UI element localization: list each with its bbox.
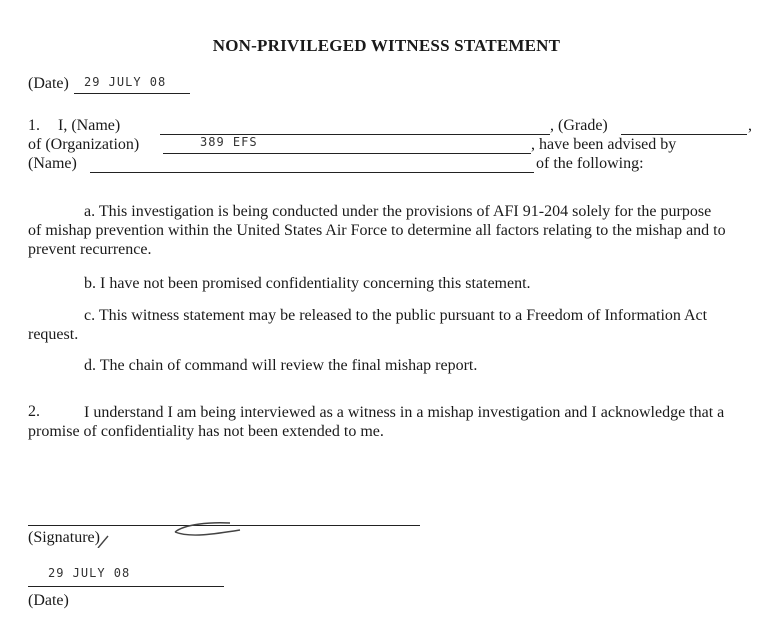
organization-label: of (Organization) (28, 136, 140, 153)
name2-field-line[interactable] (90, 172, 534, 173)
following-label: of the following: (536, 155, 644, 172)
item-c: c. This witness statement may be released to the public pursuant to a Freedom of Information Act request. (28, 307, 708, 343)
footer-date-value[interactable]: 29 JULY 08 (48, 566, 131, 580)
section1-number: 1. (28, 117, 40, 134)
grade-label: , (Grade) (550, 117, 608, 134)
date-field-value[interactable]: 29 JULY 08 (84, 75, 167, 89)
footer-date-label: (Date) (28, 592, 69, 609)
grade-field-line[interactable] (621, 134, 747, 135)
item-b: b. I have not been promised confidentiality concerning this statement. (84, 275, 531, 292)
date-field-line (74, 93, 190, 94)
organization-field-line (163, 153, 531, 154)
signature-label: (Signature) (28, 529, 100, 546)
item-d: d. The chain of command will review the final mishap report. (84, 357, 478, 374)
footer-date-line (28, 586, 224, 587)
organization-field-value[interactable]: 389 EFS (200, 135, 258, 149)
item-a: a. This investigation is being conducted under the provisions of AFI 91-204 solely for the purpose of mishap prevention within the United States Air Force to determine all factors relating to the mishap and to prevent recurrence. (28, 203, 726, 258)
advised-label: , have been advised by (531, 136, 677, 153)
section2-text: I understand I am being interviewed as a witness in a mishap investigation and I acknowledge that a promise of confidentiality has not been extended to me. (28, 404, 725, 440)
grade-comma: , (748, 117, 752, 134)
name-label: I, (Name) (58, 117, 121, 134)
section2-number: 2. (28, 403, 40, 420)
name2-label: (Name) (28, 155, 77, 172)
form-title: NON-PRIVILEGED WITNESS STATEMENT (212, 36, 561, 55)
date-label: (Date) (28, 75, 69, 92)
signature-mark (90, 512, 260, 548)
